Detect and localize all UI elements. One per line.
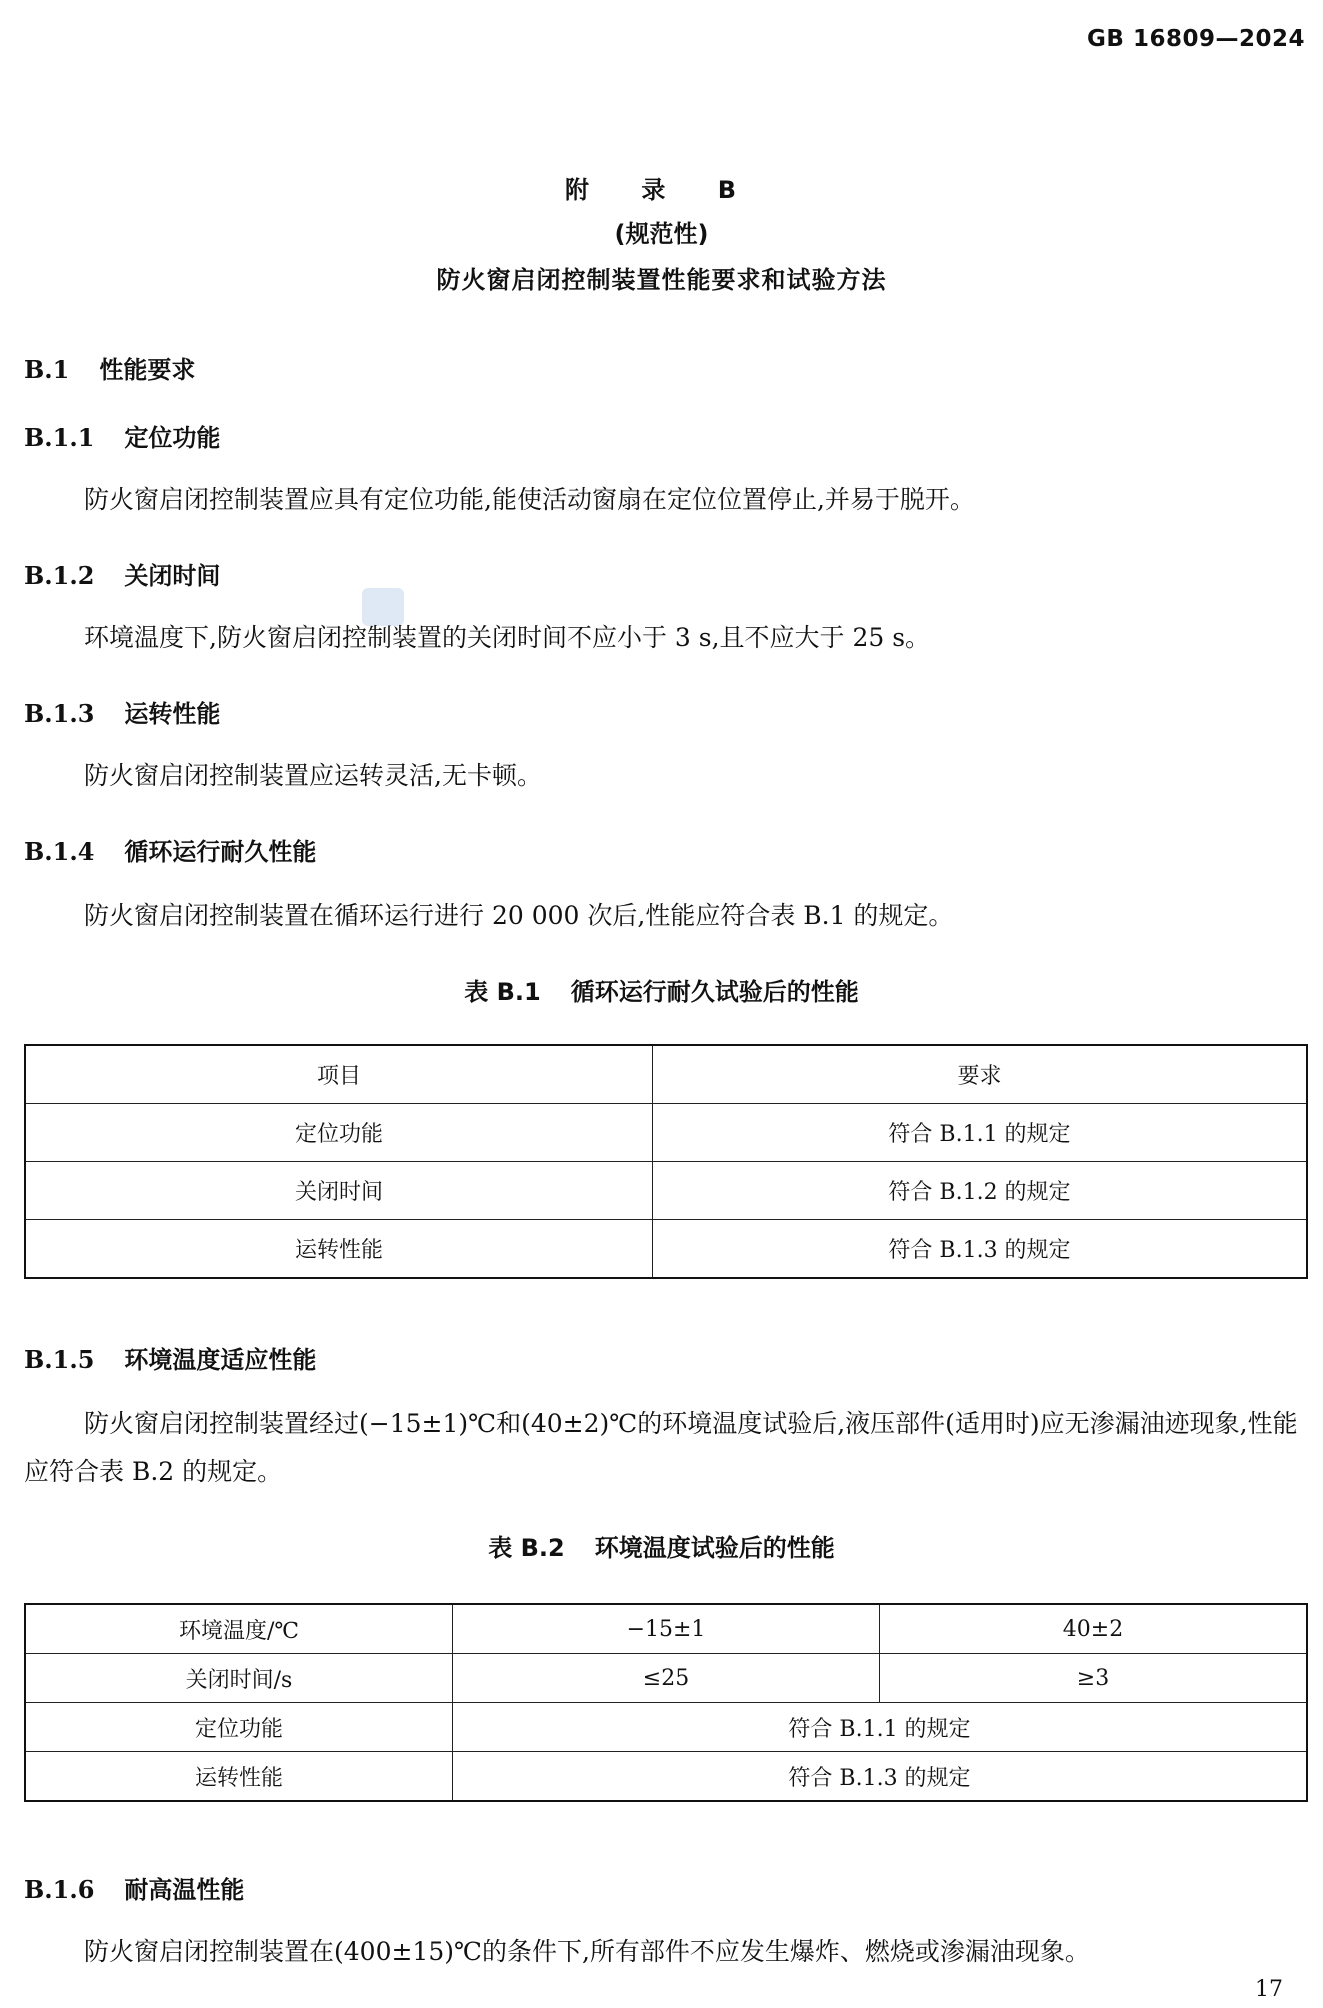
- appendix-normative: (规范性): [614, 220, 709, 248]
- section-number: B.1.2: [24, 561, 95, 590]
- section-b12-text: 环境温度下,防火窗启闭控制装置的关闭时间不应小于 3 s,且不应大于 25 s。: [84, 623, 931, 652]
- section-title: 环境温度适应性能: [124, 1346, 317, 1374]
- table-cell: 符合 B.1.2 的规定: [653, 1162, 1308, 1220]
- table-cell: 定位功能: [25, 1104, 653, 1162]
- table2: [24, 1603, 1308, 1802]
- table-row: [25, 1703, 1307, 1752]
- page-number: 17: [1255, 1977, 1283, 2002]
- table-cell: −15±1: [453, 1604, 880, 1654]
- section-title: 性能要求: [99, 356, 196, 384]
- section-b11-text: 防火窗启闭控制装置应具有定位功能,能使活动窗扇在定位位置停止,并易于脱开。: [84, 485, 975, 514]
- table-row: [25, 1162, 1307, 1220]
- table-cell: 符合 B.1.1 的规定: [653, 1104, 1308, 1162]
- table-row: [25, 1752, 1307, 1802]
- section-number: B.1.5: [24, 1345, 95, 1374]
- table-cell: 定位功能: [25, 1703, 453, 1752]
- table1: [24, 1044, 1308, 1279]
- section-number: B.1.4: [24, 837, 95, 866]
- table-cell: ≤25: [453, 1654, 880, 1703]
- section-number: B.1.6: [24, 1875, 95, 1904]
- section-title: 循环运行耐久性能: [124, 838, 317, 866]
- table1-caption-title: 循环运行耐久试验后的性能: [570, 978, 859, 1006]
- table1-caption-number: 表 B.1: [464, 978, 541, 1006]
- section-b11-heading: [24, 418, 220, 453]
- table-cell: 运转性能: [25, 1220, 653, 1279]
- section-b14-heading: [24, 832, 316, 867]
- table-cell: 关闭时间/s: [25, 1654, 453, 1703]
- table-header-row: [25, 1045, 1307, 1104]
- section-b16-heading: [24, 1870, 244, 1905]
- section-b14-text: 防火窗启闭控制装置在循环运行进行 20 000 次后,性能应符合表 B.1 的规定。: [84, 901, 954, 930]
- table2-caption-number: 表 B.2: [488, 1534, 565, 1562]
- section-b13-text: 防火窗启闭控制装置应运转灵活,无卡顿。: [84, 761, 542, 790]
- appendix-label: 附 录 B: [564, 176, 758, 204]
- table-cell: 关闭时间: [25, 1162, 653, 1220]
- table-cell: 环境温度/℃: [25, 1604, 453, 1654]
- section-title: 定位功能: [124, 424, 221, 452]
- table1-caption: [0, 972, 1323, 1007]
- section-number: B.1.1: [24, 423, 95, 452]
- table-row: [25, 1220, 1307, 1279]
- section-b15-text: 防火窗启闭控制装置经过(−15±1)℃和(40±2)℃的环境温度试验后,液压部件(适用时)应无渗漏油迹现象,性能应符合表 B.2 的规定。: [24, 1409, 1298, 1486]
- table-header-cell: 要求: [653, 1045, 1308, 1104]
- table-cell: 运转性能: [25, 1752, 453, 1802]
- section-number: B.1: [24, 355, 70, 384]
- section-title: 关闭时间: [124, 562, 221, 590]
- table-cell: 符合 B.1.1 的规定: [453, 1703, 1308, 1752]
- table-row: [25, 1604, 1307, 1654]
- section-b1-heading: [24, 350, 195, 385]
- section-title: 运转性能: [124, 700, 221, 728]
- section-b12-heading: [24, 556, 220, 591]
- section-b13-heading: [24, 694, 220, 729]
- section-b15-heading: [24, 1340, 316, 1375]
- table-header-cell: 项目: [25, 1045, 653, 1104]
- table-cell: ≥3: [880, 1654, 1308, 1703]
- appendix-title: 防火窗启闭控制装置性能要求和试验方法: [436, 266, 887, 294]
- table2-caption-title: 环境温度试验后的性能: [594, 1534, 835, 1562]
- table-cell: 符合 B.1.3 的规定: [653, 1220, 1308, 1279]
- table-cell: 40±2: [880, 1604, 1308, 1654]
- section-number: B.1.3: [24, 699, 95, 728]
- table2-caption: [0, 1528, 1323, 1563]
- table-row: [25, 1654, 1307, 1703]
- table-row: [25, 1104, 1307, 1162]
- section-b16-text: 防火窗启闭控制装置在(400±15)℃的条件下,所有部件不应发生爆炸、燃烧或渗漏油现象。: [84, 1937, 1090, 1966]
- standard-code: GB 16809—2024: [1087, 26, 1305, 52]
- section-title: 耐高温性能: [124, 1876, 245, 1904]
- table-cell: 符合 B.1.3 的规定: [453, 1752, 1308, 1802]
